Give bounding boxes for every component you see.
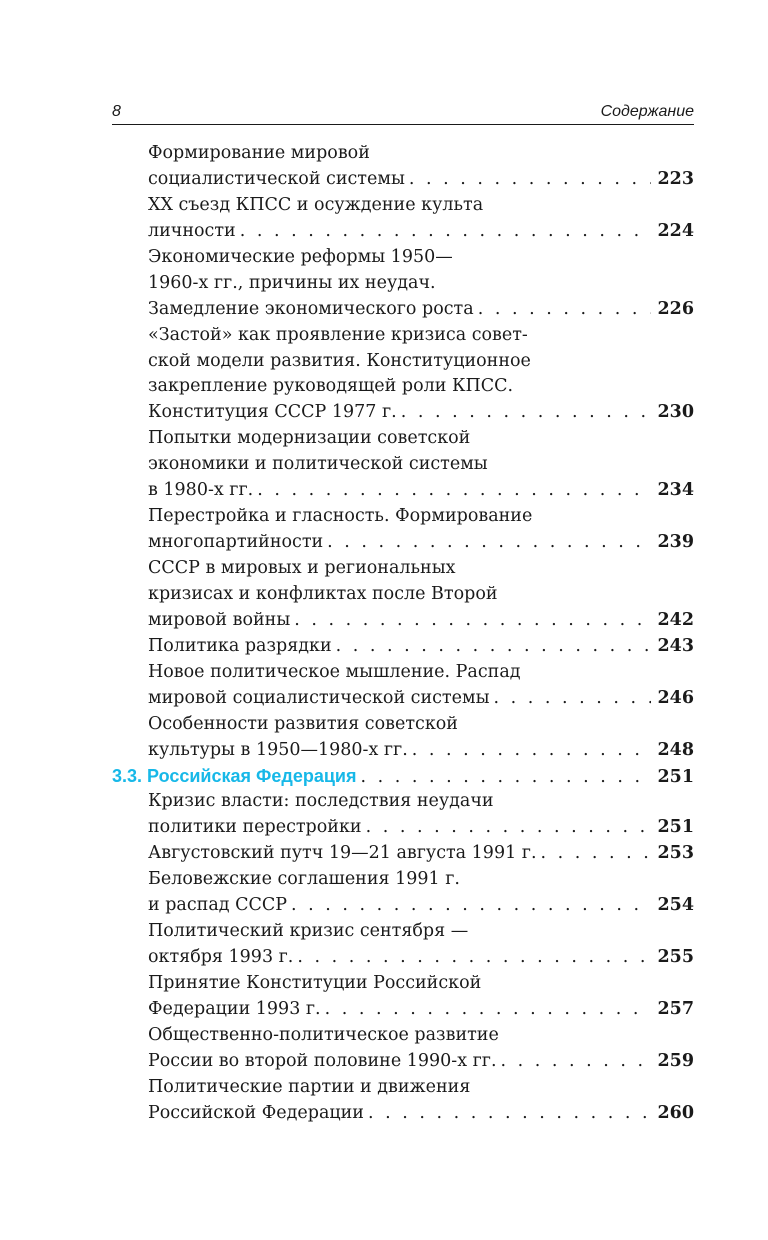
toc-entry-line-final	[112, 296, 694, 322]
entry-title: Экономические реформы 1950—	[148, 246, 453, 267]
entry-title: Особенности развития советской	[148, 713, 458, 734]
entry-title: мировой социалистической системы	[148, 687, 490, 708]
toc-entry-line	[112, 1074, 694, 1100]
dot-leader	[366, 814, 652, 840]
toc-entry-line	[112, 270, 694, 296]
page-ref: 253	[657, 843, 694, 864]
entry-title: октября 1993 г.	[148, 947, 294, 968]
dot-leader	[327, 529, 651, 555]
entry-title: и распад СССР	[148, 895, 288, 916]
toc-entry-line	[112, 322, 694, 348]
page-ref: 230	[657, 402, 694, 423]
entry-title: Российской Федерации	[148, 1102, 364, 1123]
toc-entry[interactable]	[112, 322, 694, 426]
entry-title: Попытки модернизации советской	[148, 428, 471, 449]
entry-title: Августовский путч 19—21 августа 1991 г.	[148, 843, 537, 864]
entry-title: 1960-х гг., причины их неудач.	[148, 272, 436, 293]
page-ref: 242	[657, 609, 694, 630]
toc-entry-line	[112, 970, 694, 996]
dot-leader	[297, 944, 651, 970]
toc-entry[interactable]	[112, 970, 694, 1022]
page-ref: 254	[657, 895, 694, 916]
toc-entry-line	[112, 451, 694, 477]
page-ref: 234	[657, 480, 694, 501]
running-head-title: Содержание	[600, 103, 694, 120]
entry-title: Замедление экономического роста	[148, 298, 474, 319]
running-head	[112, 101, 694, 123]
dot-leader	[325, 996, 652, 1022]
entry-title: «Застой» как проявление кризиса совет-	[148, 324, 528, 345]
toc-entry[interactable]	[112, 659, 694, 711]
toc-entry-line	[112, 348, 694, 374]
toc-entry-line-final	[112, 218, 694, 244]
toc-entry-line	[112, 503, 694, 529]
entry-title: Кризис власти: последствия неудачи	[148, 791, 494, 812]
toc-entry-line-final	[112, 399, 694, 425]
dot-leader	[409, 166, 652, 192]
toc-entry-line	[112, 373, 694, 399]
dot-leader	[360, 764, 651, 790]
toc-entry-line-final	[112, 166, 694, 192]
dot-leader	[494, 685, 652, 711]
entry-title: кризисах и конфликтах после Второй	[148, 583, 498, 604]
toc-entry-line	[112, 659, 694, 685]
toc-entry-line-final	[112, 737, 694, 763]
page-ref: 251	[657, 817, 694, 838]
toc-entry[interactable]	[112, 866, 694, 918]
toc-section-heading[interactable]	[112, 763, 694, 789]
dot-leader	[291, 892, 651, 918]
toc-entry[interactable]	[112, 1022, 694, 1074]
toc-entry-line	[112, 425, 694, 451]
toc-entry-line	[112, 788, 694, 814]
page-number: 8	[112, 103, 121, 120]
toc-entry-line-final	[112, 607, 694, 633]
page-ref: 224	[657, 220, 694, 241]
toc-entry-line-final	[112, 685, 694, 711]
page-ref: 259	[657, 1050, 694, 1071]
entry-title: Беловежские соглашения 1991 г.	[148, 869, 460, 890]
toc-entry-line	[112, 866, 694, 892]
entry-title: Новое политическое мышление. Распад	[148, 661, 521, 682]
entry-title: Политический кризис сентября —	[148, 921, 469, 942]
toc-entry-line-final	[112, 996, 694, 1022]
toc-entry-line	[112, 581, 694, 607]
toc-entry-line-final	[112, 477, 694, 503]
entry-title: Формирование мировой	[148, 143, 370, 163]
page-ref: 226	[657, 298, 694, 319]
toc-entry-line-final	[112, 1048, 694, 1074]
toc-entry[interactable]	[112, 633, 694, 659]
page-ref: 248	[657, 739, 694, 760]
toc-entry[interactable]	[112, 711, 694, 763]
toc-entry[interactable]	[112, 788, 694, 840]
dot-leader	[240, 218, 652, 244]
table-of-contents	[112, 140, 694, 1126]
toc-entry[interactable]	[112, 840, 694, 866]
entry-title: Перестройка и гласность. Формирование	[148, 506, 533, 527]
entry-title: Общественно-политическое развитие	[148, 1024, 499, 1045]
entry-title: многопартийности	[148, 532, 324, 553]
entry-title: Конституция СССР 1977 г.	[148, 402, 397, 423]
header-rule	[112, 124, 694, 125]
entry-title: социалистической системы	[148, 168, 405, 189]
toc-entry-line-final	[112, 529, 694, 555]
entry-title: России во второй половине 1990-х гг.	[148, 1050, 497, 1071]
entry-title: Политические партии и движения	[148, 1076, 471, 1097]
entry-title: закрепление руководящей роли КПСС.	[148, 376, 514, 397]
toc-entry-line-final	[112, 763, 694, 789]
toc-entry[interactable]	[112, 244, 694, 322]
dot-leader	[412, 737, 652, 763]
page-ref: 257	[657, 998, 694, 1019]
page-ref: 246	[657, 687, 694, 708]
section-title: 3.3. Российская Федерация	[112, 765, 357, 786]
toc-entry[interactable]	[112, 425, 694, 503]
toc-entry-line-final	[112, 814, 694, 840]
entry-title: Принятие Конституции Российской	[148, 973, 482, 993]
dot-leader	[368, 1100, 651, 1126]
toc-entry[interactable]	[112, 1074, 694, 1126]
toc-entry-line-final	[112, 840, 694, 866]
toc-entry-line	[112, 711, 694, 737]
toc-entry[interactable]	[112, 503, 694, 555]
dot-leader	[478, 296, 652, 322]
toc-entry[interactable]	[112, 140, 694, 192]
toc-entry[interactable]	[112, 555, 694, 633]
toc-entry-line-final	[112, 892, 694, 918]
entry-title: личности	[148, 220, 236, 241]
entry-title: XX съезд КПСС и осуждение культа	[148, 194, 484, 215]
page-ref: 239	[657, 532, 694, 553]
dot-leader	[541, 840, 652, 866]
entry-title: экономики и политической системы	[148, 454, 488, 475]
toc-entry-line	[112, 555, 694, 581]
dot-leader	[501, 1048, 652, 1074]
page-ref: 251	[657, 766, 694, 787]
toc-entry-line	[112, 1022, 694, 1048]
toc-entry-line	[112, 140, 694, 166]
toc-entry[interactable]	[112, 192, 694, 244]
entry-title: Политика разрядки	[148, 635, 332, 656]
toc-entry-line	[112, 192, 694, 218]
toc-entry[interactable]	[112, 918, 694, 970]
entry-title: в 1980-х гг.	[148, 480, 254, 501]
entry-title: Федерации 1993 г.	[148, 998, 321, 1019]
entry-title: ской модели развития. Конституционное	[148, 350, 531, 371]
entry-title: политики перестройки	[148, 817, 362, 838]
toc-entry-line-final	[112, 944, 694, 970]
page-ref: 260	[657, 1102, 694, 1123]
page-ref: 223	[657, 168, 694, 189]
toc-entry-line	[112, 918, 694, 944]
toc-entry-line-final	[112, 1100, 694, 1126]
toc-entry-line	[112, 244, 694, 270]
entry-title: СССР в мировых и региональных	[148, 558, 456, 578]
dot-leader	[401, 399, 652, 425]
dot-leader	[336, 633, 652, 659]
page-ref: 255	[657, 947, 694, 968]
entry-title: мировой войны	[148, 609, 291, 630]
toc-entry-line-final	[112, 633, 694, 659]
dot-leader	[294, 607, 651, 633]
page-ref: 243	[657, 635, 694, 656]
dot-leader	[257, 477, 651, 503]
entry-title: культуры в 1950—1980-х гг.	[148, 739, 408, 760]
